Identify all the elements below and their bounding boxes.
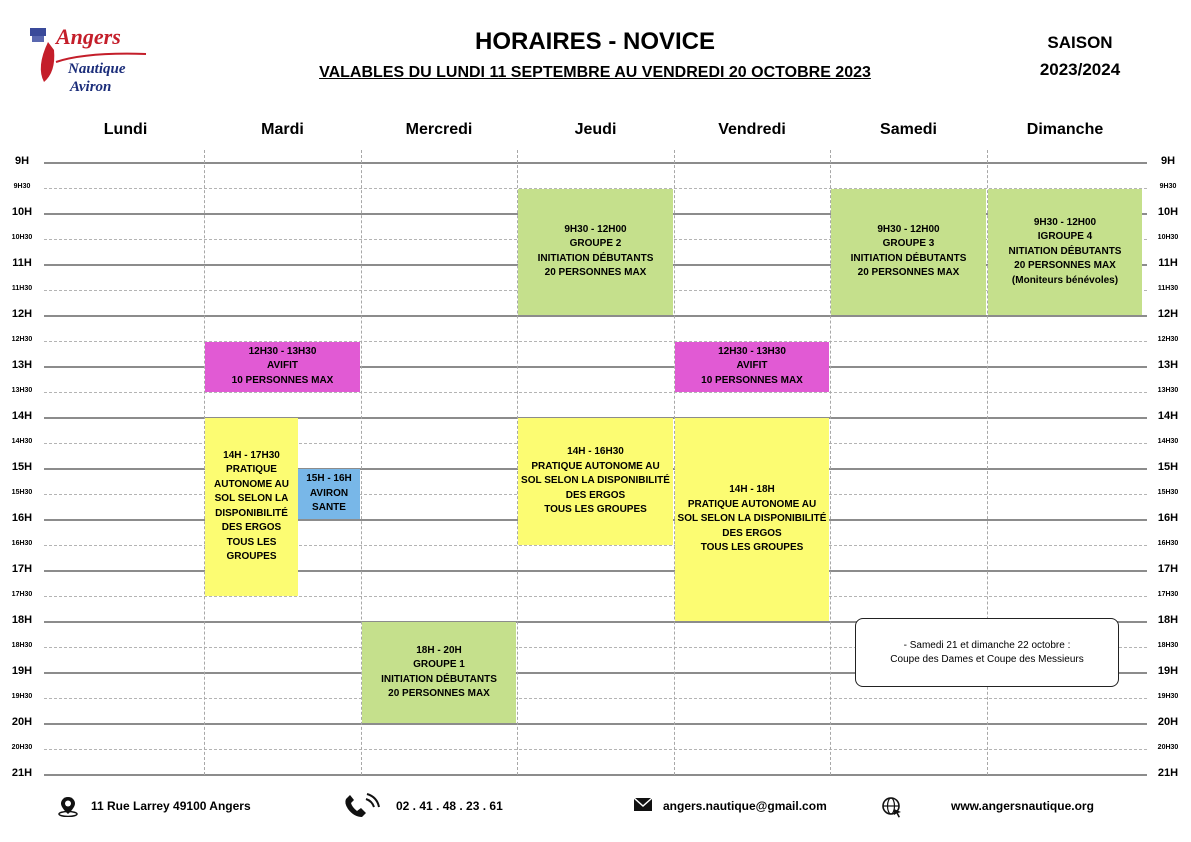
event-line: INITIATION DÉBUTANTS [537,252,654,264]
event-line: GROUPE 1 [413,659,465,670]
phone-icon [342,793,382,819]
time-label-right: 21H [1157,767,1179,780]
event-line: DISPONIBILITÉ [215,507,288,519]
time-label-right: 13H [1157,359,1179,372]
time-label-right: 18H [1157,614,1179,627]
time-label-right: 15H [1157,461,1179,474]
time-label-left: 10H [11,206,33,219]
time-label-right: 11H30 [1157,285,1179,293]
event-line: SOL SELON LA DISPONIBILITÉ [677,513,827,525]
time-label-right: 20H30 [1157,744,1179,752]
time-gridline [44,723,1147,725]
event-line: PRATIQUE AUTONOME AU [531,460,660,472]
event-line: PRATIQUE [226,464,277,476]
time-label-right: 20H [1157,716,1179,729]
time-gridline [44,162,1147,164]
event-line: TOUS LES GROUPES [700,542,804,554]
time-label-left: 17H30 [11,591,33,599]
time-label-right: 18H30 [1157,642,1179,650]
time-label-left: 19H30 [11,693,33,701]
time-label-right: 11H [1158,257,1178,270]
event-line: (Moniteurs bénévoles) [1011,274,1119,286]
event-line: SOL SELON LA DISPONIBILITÉ [521,475,670,486]
event-line: AVIRON [309,487,349,499]
event-line: 10 PERSONNES MAX [231,374,334,386]
event-mardi-avifit [205,342,360,392]
time-label-left: 15H [11,461,33,474]
event-line: 14H - 16H30 [567,446,624,457]
logo-line1: Angers [56,24,121,49]
time-label-right: 12H [1157,308,1179,321]
event-mardi-aviron-sante [298,469,360,519]
time-label-right: 10H30 [1157,234,1179,242]
event-mercredi-groupe-1 [362,622,516,723]
time-label-right: 19H [1157,665,1179,678]
event-line: PRATIQUE AUTONOME AU [687,498,817,510]
event-vendredi-pratique-autonome [675,418,829,621]
event-line: IGROUPE 4 [1037,231,1093,242]
time-label-left: 16H [11,512,33,525]
event-line: DES ERGOS [221,522,282,534]
club-logo [26,22,156,102]
event-line: SOL SELON LA [214,493,289,505]
time-label-left: 20H30 [11,744,33,752]
footer-website[interactable]: www.angersnautique.org [951,799,1094,813]
event-line: 20 PERSONNES MAX [857,267,960,279]
time-label-left: 9H30 [13,183,31,191]
note-line1: - Samedi 21 et dimanche 22 octobre : [903,639,1071,651]
event-jeudi-groupe-2 [518,189,673,316]
time-gridline [44,596,1147,597]
day-header-mercredi: Mercredi [405,121,473,138]
event-line: 9H30 - 12H00 [564,223,627,235]
event-samedi-groupe-3 [831,189,986,316]
day-header-mardi: Mardi [261,121,304,138]
time-label-right: 17H [1157,563,1179,576]
time-label-left: 19H [11,665,33,678]
mail-icon [633,797,653,813]
event-line: 18H - 20H [416,644,462,656]
time-label-right: 16H30 [1157,540,1179,548]
time-label-left: 11H30 [11,285,33,293]
time-label-right: 17H30 [1157,591,1179,599]
event-vendredi-avifit [675,342,829,392]
footer-email[interactable]: angers.nautique@gmail.com [663,799,827,813]
event-line: INITIATION DÉBUTANTS [850,252,967,264]
time-label-left: 16H30 [11,540,33,548]
season-value: 2023/2024 [1039,60,1121,79]
event-line: 10 PERSONNES MAX [701,374,803,386]
event-jeudi-pratique-autonome [518,418,673,545]
time-label-left: 10H30 [11,234,33,242]
time-label-right: 10H [1157,206,1179,219]
event-line: 20 PERSONNES MAX [544,267,647,279]
event-line: 9H30 - 12H00 [1033,216,1097,228]
event-line: AVIFIT [736,360,768,372]
day-header-dimanche: Dimanche [1026,121,1104,138]
time-label-right: 16H [1157,512,1179,525]
time-label-right: 14H30 [1157,438,1179,446]
time-label-left: 17H [11,563,33,576]
time-gridline [44,774,1147,776]
time-label-right: 9H30 [1159,183,1177,191]
event-line: 15H - 16H [306,473,352,485]
event-line: 14H - 18H [729,484,775,496]
event-line: TOUS LES GROUPES [544,504,647,515]
time-gridline [44,315,1147,317]
time-label-left: 18H [11,614,33,627]
event-dimanche-groupe-4 [988,189,1142,316]
time-label-left: 14H [11,410,33,423]
time-label-right: 12H30 [1157,336,1179,344]
event-line: DES ERGOS [722,527,782,539]
event-line: 9H30 - 12H00 [877,223,940,235]
event-line: GROUPE 2 [569,238,622,250]
event-line: AUTONOME AU [214,478,289,490]
time-label-left: 13H [11,359,33,372]
day-header-lundi: Lundi [103,121,148,138]
event-line: NITIATION DÉBUTANTS [1008,245,1122,257]
event-note-box [855,618,1119,687]
event-mardi-pratique-autonome [205,418,298,596]
event-line: 12H30 - 13H30 [248,345,317,357]
event-line: TOUS LES [226,536,277,548]
time-label-right: 15H30 [1157,489,1179,497]
time-label-left: 11H [12,257,32,270]
time-label-left: 12H [11,308,33,321]
time-label-left: 20H [11,716,33,729]
time-label-left: 15H30 [11,489,33,497]
footer-phone[interactable]: 02 . 41 . 48 . 23 . 61 [396,799,503,813]
time-label-left: 18H30 [11,642,33,650]
event-line: SANTE [312,502,346,514]
event-line: 12H30 - 13H30 [718,345,786,357]
globe-icon [881,796,903,818]
page-title: HORAIRES - NOVICE [474,28,716,55]
day-header-vendredi: Vendredi [718,121,786,138]
event-line: GROUPES [226,551,277,563]
note-line2: Coupe des Dames et Coupe des Messieurs [890,653,1084,665]
time-label-right: 14H [1157,410,1179,423]
day-header-jeudi: Jeudi [574,121,617,138]
time-label-right: 19H30 [1157,693,1179,701]
time-label-left: 13H30 [11,387,33,395]
location-icon [57,795,79,817]
logo-line2: Nautique [68,61,126,77]
time-gridline [44,749,1147,750]
time-gridline [44,392,1147,393]
time-label-left: 9H [14,155,30,168]
event-line: DES ERGOS [565,489,626,501]
event-line: 20 PERSONNES MAX [1014,260,1116,271]
event-line: GROUPE 3 [882,238,935,250]
event-line: AVIFIT [267,360,298,372]
logo-line3: Aviron [70,79,112,95]
time-label-right: 9H [1160,155,1176,168]
season-label: SAISON [1047,33,1113,52]
page-subtitle: VALABLES DU LUNDI 11 SEPTEMBRE AU VENDREDI 20 OCTOBRE 2023 [319,64,871,81]
time-label-right: 13H30 [1157,387,1179,395]
day-header-samedi: Samedi [880,121,937,138]
event-line: 14H - 17H30 [223,449,280,461]
event-line: INITIATION DÉBUTANTS [381,673,497,685]
time-label-left: 12H30 [11,336,33,344]
time-gridline [44,698,1147,699]
event-line: 20 PERSONNES MAX [388,688,490,699]
footer-address: 11 Rue Larrey 49100 Angers [91,799,251,813]
time-label-left: 21H [11,767,33,780]
time-label-left: 14H30 [11,438,33,446]
